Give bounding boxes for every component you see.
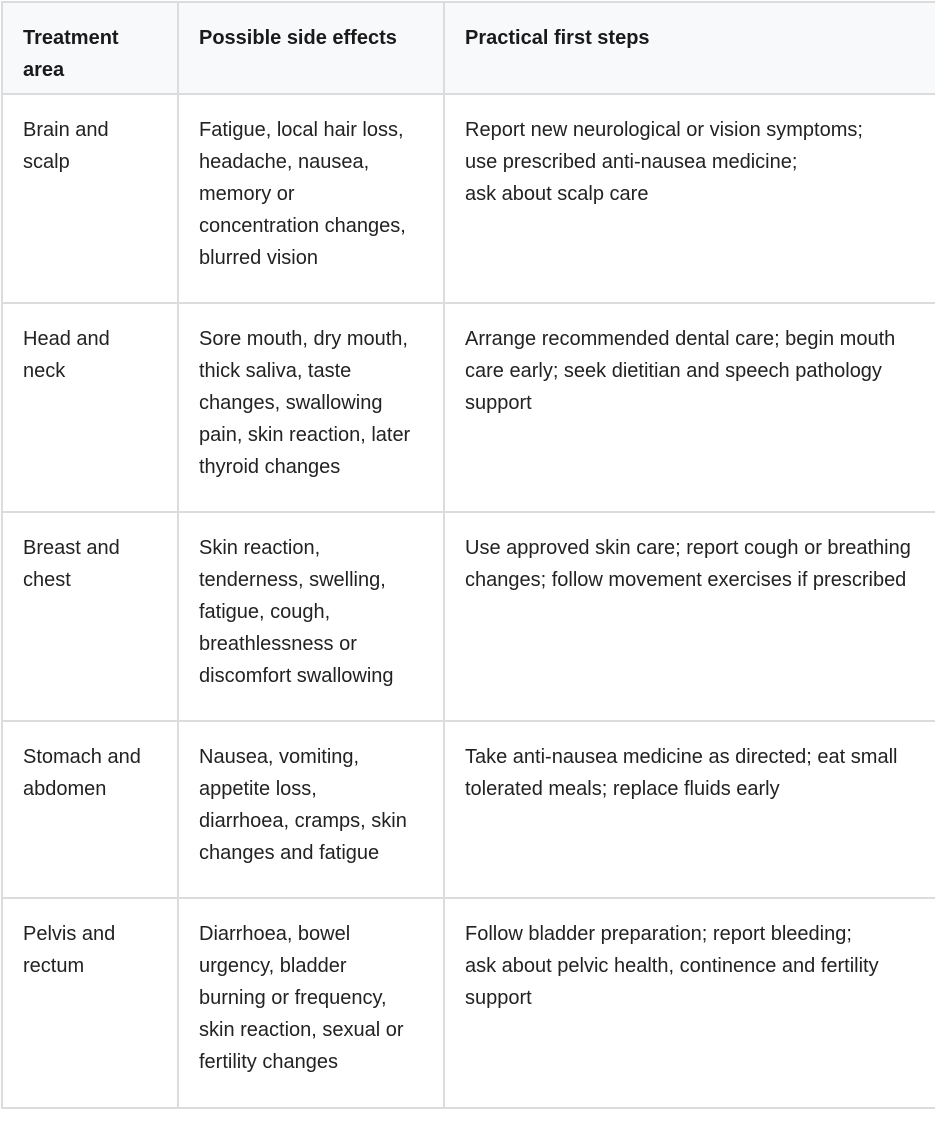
cell-treatment-area: [2, 94, 178, 303]
cell-text-line: fatigue, cough,: [199, 601, 331, 623]
side-effects-table: [1, 1, 935, 1109]
cell-text-line: headache, nausea,: [199, 151, 370, 173]
cell-text-line: Fatigue, local hair loss,: [199, 119, 404, 141]
cell-first-steps: [444, 898, 935, 1108]
cell-first-steps: [444, 721, 935, 898]
cell-text-line: Diarrhoea, bowel: [199, 923, 351, 945]
cell-text-line: burning or frequency,: [199, 987, 387, 1009]
cell-text-line: Take anti-nausea medicine as directed; eat small: [465, 746, 898, 768]
cell-text-line: ask about scalp care: [465, 183, 649, 205]
cell-first-steps: [444, 303, 935, 512]
cell-text-line: urgency, bladder: [199, 955, 347, 977]
cell-text-line: Arrange recommended dental care; begin mouth: [465, 328, 896, 350]
cell-side-effects: [178, 898, 444, 1108]
cell-text-line: fertility changes: [199, 1051, 338, 1073]
header-text-line: Treatment: [23, 27, 119, 49]
cell-text-line: tolerated meals; replace fluids early: [465, 778, 780, 800]
cell-text-line: support: [465, 392, 532, 414]
cell-text-line: Use approved skin care; report cough or breathing: [465, 537, 911, 559]
table-row: [2, 898, 935, 1108]
cell-side-effects: [178, 303, 444, 512]
table-row: [2, 94, 935, 303]
cell-treatment-area: [2, 512, 178, 721]
cell-text-line: appetite loss,: [199, 778, 317, 800]
table-row: [2, 512, 935, 721]
cell-text-line: changes, swallowing: [199, 392, 383, 414]
cell-text-line: pain, skin reaction, later: [199, 424, 411, 446]
cell-text-line: breathlessness or: [199, 633, 357, 655]
cell-text-line: tenderness, swelling,: [199, 569, 386, 591]
cell-text-line: Stomach and: [23, 746, 141, 768]
cell-text-line: concentration changes,: [199, 215, 406, 237]
cell-treatment-area: [2, 303, 178, 512]
cell-text-line: Brain and: [23, 119, 109, 141]
table-header-row: [2, 2, 935, 94]
cell-text-line: thick saliva, taste: [199, 360, 352, 382]
header-treatment-area: [2, 2, 178, 94]
cell-first-steps: [444, 512, 935, 721]
table-row: [2, 721, 935, 898]
cell-text-line: ask about pelvic health, continence and fertility: [465, 955, 879, 977]
cell-text-line: scalp: [23, 151, 70, 173]
cell-text-line: Sore mouth, dry mouth,: [199, 328, 408, 350]
table-row: [2, 303, 935, 512]
cell-text-line: abdomen: [23, 778, 107, 800]
header-first-steps: [444, 2, 935, 94]
cell-side-effects: [178, 94, 444, 303]
cell-text-line: Follow bladder preparation; report bleeding;: [465, 923, 852, 945]
cell-text-line: diarrhoea, cramps, skin: [199, 810, 407, 832]
cell-text-line: care early; seek dietitian and speech pathology: [465, 360, 882, 382]
cell-text-line: thyroid changes: [199, 456, 341, 478]
cell-text-line: Pelvis and: [23, 923, 116, 945]
header-side-effects: [178, 2, 444, 94]
header-text-line: Possible side effects: [199, 27, 397, 49]
cell-text-line: Skin reaction,: [199, 537, 321, 559]
cell-treatment-area: [2, 721, 178, 898]
cell-text-line: Head and: [23, 328, 110, 350]
cell-text-line: use prescribed anti-nausea medicine;: [465, 151, 798, 173]
cell-text-line: neck: [23, 360, 66, 382]
header-text-line: area: [23, 59, 65, 81]
cell-text-line: chest: [23, 569, 71, 591]
cell-text-line: rectum: [23, 955, 85, 977]
cell-text-line: support: [465, 987, 532, 1009]
cell-side-effects: [178, 721, 444, 898]
cell-first-steps: [444, 94, 935, 303]
cell-text-line: memory or: [199, 183, 295, 205]
cell-text-line: changes; follow movement exercises if prescribed: [465, 569, 907, 591]
header-text-line: Practical first steps: [465, 27, 650, 49]
cell-text-line: blurred vision: [199, 247, 318, 269]
cell-text-line: discomfort swallowing: [199, 665, 394, 687]
cell-text-line: changes and fatigue: [199, 842, 380, 864]
cell-text-line: Report new neurological or vision symptoms;: [465, 119, 863, 141]
cell-text-line: skin reaction, sexual or: [199, 1019, 404, 1041]
cell-text-line: Nausea, vomiting,: [199, 746, 360, 768]
cell-treatment-area: [2, 898, 178, 1108]
cell-side-effects: [178, 512, 444, 721]
cell-text-line: Breast and: [23, 537, 120, 559]
